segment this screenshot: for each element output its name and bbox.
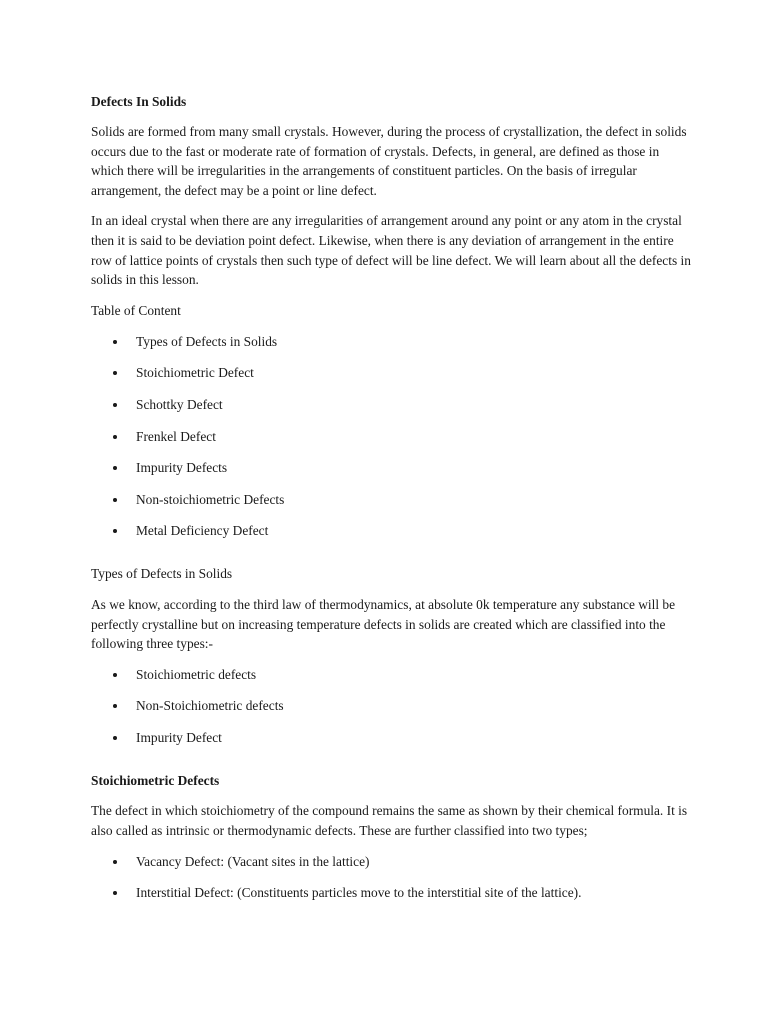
defect-type-item: [91, 665, 691, 697]
toc-item: [91, 332, 691, 364]
toc-item-label: Types of Defects in Solids: [136, 333, 278, 349]
defect-types-list: [91, 665, 691, 760]
bullet-icon: [113, 498, 117, 502]
defect-type-label: Non-Stoichiometric defects: [136, 698, 284, 714]
defect-type-label: Stoichiometric defects: [136, 666, 257, 682]
stoichiometric-type-label: Vacancy Defect: (Vacant sites in the lattice): [136, 853, 370, 869]
stoichiometric-paragraph: The defect in which stoichiometry of the compound remains the same as shown by their chemical formula. It is also called as intrinsic or thermodynamic defects. These are further classified into two types;: [91, 803, 688, 839]
toc-item: [91, 521, 691, 553]
intro-paragraph: Solids are formed from many small crystals. However, during the process of crystallization, the defect in solids occurs due to the fast or moderate rate of formation of crystals. Defects, in general, are defined as those in which there will be irregularities in the arrangements of constituent particles. On the basis of irregular arrangement, the defect may be a point or line defect.: [91, 124, 687, 198]
toc-item: [91, 427, 691, 459]
toc-item-label: Schottky Defect: [136, 396, 223, 412]
toc-item-label: Frenkel Defect: [136, 428, 216, 444]
ideal-crystal-paragraph: In an ideal crystal when there are any irregularities of arrangement around any point or any atom in the crystal then it is said to be deviation point defect. Likewise, when there is any deviation of arrangement in the entire row of lattice points of crystals then such type of defect will be line defect. We will learn about all the defects in solids in this lesson.: [91, 213, 691, 288]
types-of-defects-label: Types of Defects in Solids: [91, 565, 233, 581]
bullet-icon: [113, 860, 117, 864]
stoichiometric-type-item: [91, 852, 691, 884]
bullet-icon: [113, 371, 117, 375]
bullet-icon: [113, 529, 117, 533]
toc-item-label: Metal Deficiency Defect: [136, 523, 269, 539]
toc-item: [91, 395, 691, 427]
defect-type-item: [91, 696, 691, 728]
toc-item-label: Non-stoichiometric Defects: [136, 491, 285, 507]
bullet-icon: [113, 704, 117, 708]
table-of-content-label: Table of Content: [91, 302, 181, 318]
toc-item-label: Stoichiometric Defect: [136, 365, 254, 381]
bullet-icon: [113, 403, 117, 407]
stoichiometric-type-label: Interstitial Defect: (Constituents particles move to the interstitial site of the lattice).: [136, 885, 582, 901]
toc-item: [91, 490, 691, 522]
bullet-icon: [113, 435, 117, 439]
thermodynamics-paragraph: As we know, according to the third law of thermodynamics, at absolute 0k temperature any substance will be perfectly crystalline but on increasing temperature defects in solids are created which are classified into the following three types:-: [91, 596, 676, 652]
toc-item: [91, 458, 691, 490]
bullet-icon: [113, 340, 117, 344]
stoichiometric-types-list: [91, 852, 691, 915]
bullet-icon: [113, 466, 117, 470]
bullet-icon: [113, 673, 117, 677]
table-of-content-list: [91, 332, 691, 553]
section-heading-defects-in-solids: Defects In Solids: [91, 94, 187, 109]
document-content: [91, 92, 691, 926]
toc-item-label: Impurity Defects: [136, 460, 228, 476]
defect-type-item: [91, 728, 691, 760]
stoichiometric-type-item: [91, 883, 691, 915]
bullet-icon: [113, 736, 117, 740]
bullet-icon: [113, 891, 117, 895]
section-heading-stoichiometric-defects: Stoichiometric Defects: [91, 773, 220, 789]
toc-item: [91, 363, 691, 395]
defect-type-label: Impurity Defect: [136, 729, 222, 745]
